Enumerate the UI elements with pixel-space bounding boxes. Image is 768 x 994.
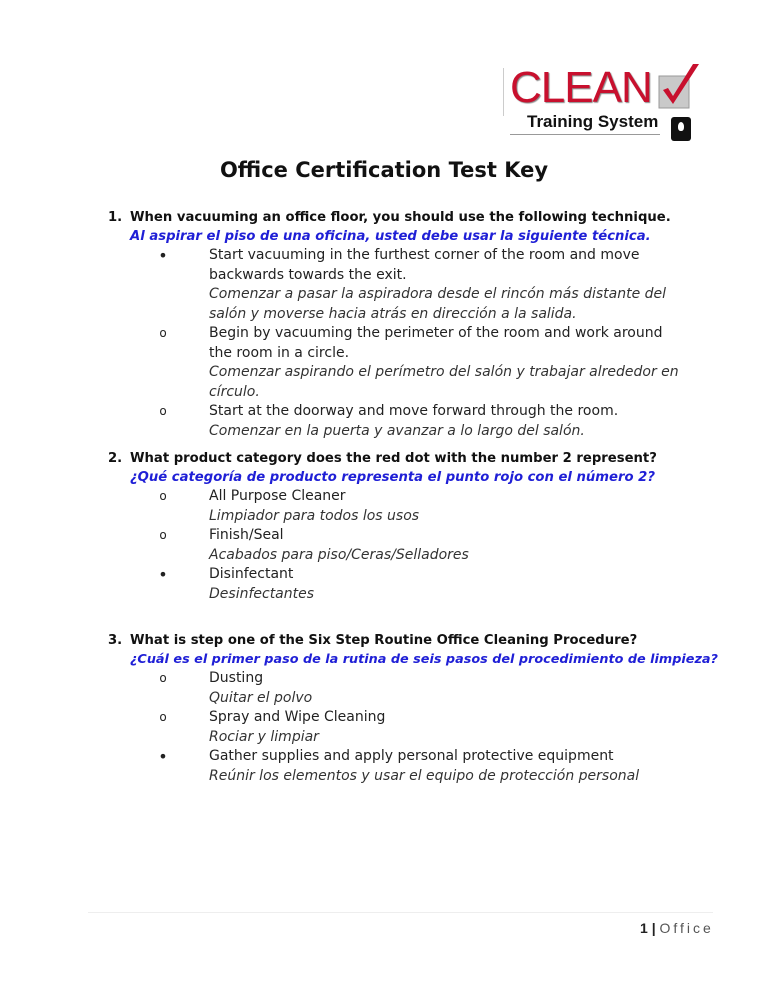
hollow-bullet-icon bbox=[153, 324, 173, 344]
option-text-en: Begin by vacuuming the perimeter of the room and work around the room in a circle. bbox=[209, 325, 663, 361]
question-text-es: Al aspirar el piso de una oficina, usted debe usar la siguiente técnica. bbox=[130, 229, 651, 244]
answer-option bbox=[108, 402, 708, 441]
answer-option bbox=[108, 669, 728, 708]
question-number: 3. bbox=[108, 633, 123, 648]
question-label: What product category does the red dot with the number 2 represent? bbox=[130, 451, 657, 466]
question-text-es: ¿Cuál es el primer paso de la rutina de seis pasos del procedimiento de limpieza? bbox=[130, 652, 718, 667]
filled-bullet-icon bbox=[153, 747, 173, 769]
hollow-bullet-icon bbox=[153, 402, 173, 422]
option-text-en: Gather supplies and apply personal protective equipment bbox=[209, 748, 614, 764]
answer-option bbox=[108, 708, 728, 747]
clean-training-system-logo bbox=[500, 62, 715, 152]
option-text-en: All Purpose Cleaner bbox=[209, 488, 346, 504]
option-text-es: Acabados para piso/Ceras/Selladores bbox=[209, 546, 469, 563]
footer-divider bbox=[88, 912, 713, 913]
option-text-es: Desinfectantes bbox=[209, 585, 315, 602]
answer-option bbox=[108, 526, 708, 565]
page-footer bbox=[640, 920, 714, 936]
option-text-es: Comenzar aspirando el perímetro del salón y trabajar alrededor en círculo. bbox=[209, 364, 679, 400]
logo-underline bbox=[510, 134, 660, 135]
option-text-en: Spray and Wipe Cleaning bbox=[209, 709, 386, 725]
option-text-es: Rociar y limpiar bbox=[209, 728, 319, 745]
question-label: What is step one of the Six Step Routine Office Cleaning Procedure? bbox=[130, 633, 638, 648]
filled-bullet-icon bbox=[153, 246, 173, 268]
option-text-es: Limpiador para todos los usos bbox=[209, 507, 420, 524]
checkmark-icon bbox=[657, 62, 703, 112]
company-badge-icon bbox=[671, 117, 691, 141]
page-number: 1 bbox=[640, 920, 648, 936]
filled-bullet-icon bbox=[153, 565, 173, 587]
footer-section-name: Office bbox=[659, 920, 714, 936]
question-number: 2. bbox=[108, 451, 123, 466]
answer-option bbox=[108, 324, 708, 402]
option-text-es: Quitar el polvo bbox=[209, 689, 313, 706]
question-text-en bbox=[108, 631, 728, 650]
answer-option bbox=[108, 565, 708, 604]
option-text-en: Finish/Seal bbox=[209, 527, 284, 543]
logo-subtitle: Training System bbox=[527, 112, 659, 131]
question-text-es: ¿Qué categoría de producto representa el punto rojo con el número 2? bbox=[130, 470, 655, 485]
option-text-en: Disinfectant bbox=[209, 566, 294, 582]
question-text-en bbox=[108, 208, 708, 227]
footer-separator: | bbox=[651, 920, 656, 936]
answer-option bbox=[108, 246, 708, 324]
question-text-en bbox=[108, 449, 708, 468]
option-text-es: Reúnir los elementos y usar el equipo de protección personal bbox=[209, 767, 640, 784]
question-number: 1. bbox=[108, 210, 123, 225]
option-text-en: Start at the doorway and move forward through the room. bbox=[209, 403, 619, 419]
question-1 bbox=[108, 208, 708, 441]
hollow-bullet-icon bbox=[153, 487, 173, 507]
question-3 bbox=[108, 631, 728, 786]
question-label: When vacuuming an office floor, you should use the following technique. bbox=[130, 210, 671, 225]
option-text-es: Comenzar a pasar la aspiradora desde el rincón más distante del salón y moverse hacia atrás en dirección a la salida. bbox=[209, 286, 667, 322]
page-title: Office Certification Test Key bbox=[219, 158, 549, 182]
hollow-bullet-icon bbox=[153, 669, 173, 689]
hollow-bullet-icon bbox=[153, 708, 173, 728]
logo-divider bbox=[503, 68, 504, 116]
logo-brand-text: CLEAN bbox=[510, 63, 652, 112]
answer-option bbox=[108, 487, 708, 526]
answer-option bbox=[108, 747, 728, 786]
option-text-en: Dusting bbox=[209, 670, 264, 686]
option-text-es: Comenzar en la puerta y avanzar a lo largo del salón. bbox=[209, 422, 585, 439]
question-2 bbox=[108, 449, 708, 604]
hollow-bullet-icon bbox=[153, 526, 173, 546]
option-text-en: Start vacuuming in the furthest corner of the room and move backwards towards the exit. bbox=[209, 247, 640, 283]
